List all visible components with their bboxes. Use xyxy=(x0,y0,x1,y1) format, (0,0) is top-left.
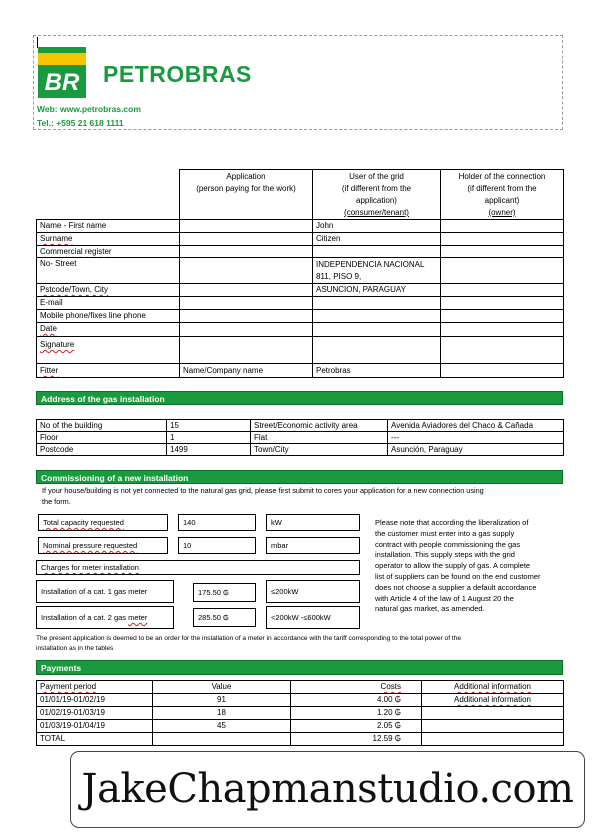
col-holder: Holder of the connection (if different from the applicant) (owner) xyxy=(441,170,564,220)
payment-info: Additional information xyxy=(422,694,564,707)
commissioning-intro-line1: If your house/building is not yet connected to the natural gas grid, please first submit to cores your application for a new connection using xyxy=(42,486,484,495)
cell-holder[interactable] xyxy=(441,323,564,337)
total-value xyxy=(153,733,291,746)
address-value[interactable]: --- xyxy=(388,432,564,444)
total-info xyxy=(422,733,564,746)
capacity-value[interactable]: 140 xyxy=(178,514,256,531)
pressure-label: Nominal pressure requested xyxy=(38,537,168,554)
table-row xyxy=(37,420,564,432)
cat2-range: <200kW -≤600kW xyxy=(266,606,360,629)
payment-cost: 4.00 ₲ xyxy=(291,694,422,707)
payment-cost: 2.05 ₲ xyxy=(291,720,422,733)
table-row xyxy=(37,720,564,733)
commissioning-footer-line2: installation as in the tables xyxy=(36,645,114,652)
col-application: Application (person paying for the work) xyxy=(180,170,313,220)
table-row xyxy=(37,258,564,284)
table-row xyxy=(37,246,564,258)
table-header-row xyxy=(37,681,564,694)
cell-holder[interactable] xyxy=(441,297,564,310)
cell-user[interactable] xyxy=(313,310,441,323)
watermark-banner: JakeChapmanstudio.com xyxy=(70,751,585,828)
cell-holder[interactable] xyxy=(441,284,564,297)
payment-period: 01/02/19-01/03/19 xyxy=(37,707,153,720)
address-table xyxy=(36,419,564,456)
cell-holder[interactable] xyxy=(441,246,564,258)
table-row xyxy=(37,432,564,444)
cell-holder[interactable] xyxy=(441,364,564,378)
cat1-price: 175.50 ₲ xyxy=(193,583,256,602)
table-row xyxy=(37,284,564,297)
address-label: Street/Economic activity area xyxy=(251,420,388,432)
pressure-value[interactable]: 10 xyxy=(178,537,256,554)
payments-table xyxy=(36,680,564,746)
fitter-value[interactable]: Petrobras xyxy=(313,364,441,378)
cat1-label: Installation of a cat. 1 gas meter xyxy=(36,580,174,603)
table-row xyxy=(37,337,564,364)
address-value[interactable]: 1 xyxy=(167,432,251,444)
address-value[interactable]: Asunción, Paraguay xyxy=(388,444,564,456)
cell-application[interactable] xyxy=(180,258,313,284)
row-label: Pstcode/Town, City xyxy=(37,284,180,297)
row-label: Signature xyxy=(37,337,180,364)
cell-application[interactable] xyxy=(180,220,313,233)
table-row xyxy=(37,694,564,707)
cell-user[interactable]: ASUNCION, PARAGUAY xyxy=(313,284,441,297)
cell-user[interactable]: INDEPENDENCIA NACIONAL 811, PISO 9, xyxy=(313,258,441,284)
cell-holder[interactable] xyxy=(441,337,564,364)
cell-holder[interactable] xyxy=(441,310,564,323)
table-row xyxy=(37,310,564,323)
address-section-header: Address of the gas installation xyxy=(36,391,563,405)
total-row xyxy=(37,733,564,746)
website-link[interactable]: Web: www.petrobras.com xyxy=(37,104,141,114)
cell-user[interactable] xyxy=(313,246,441,258)
table-row xyxy=(37,444,564,456)
cell-application[interactable] xyxy=(180,233,313,246)
row-label: No- Street xyxy=(37,258,180,284)
capacity-unit: kW xyxy=(266,514,360,531)
row-label: Date xyxy=(37,323,180,337)
address-value[interactable]: 15 xyxy=(167,420,251,432)
cell-application[interactable] xyxy=(180,284,313,297)
blank-corner xyxy=(37,170,180,220)
cell-user[interactable] xyxy=(313,337,441,364)
row-label: Commercial register xyxy=(37,246,180,258)
cell-user[interactable]: John xyxy=(313,220,441,233)
row-label: Name - First name xyxy=(37,220,180,233)
table-row xyxy=(37,233,564,246)
commissioning-footer-line1: The present application is deemed to be an order for the installation of a meter in accordance with the tariff corresponding to the total power of the xyxy=(36,635,462,642)
cell-holder[interactable] xyxy=(441,233,564,246)
cell-application[interactable] xyxy=(180,337,313,364)
logo-lettering: BR xyxy=(44,69,80,96)
cat2-label: Installation of a cat. 2 gas meter xyxy=(36,606,174,629)
table-row xyxy=(37,220,564,233)
row-label: Mobile phone/fixes line phone xyxy=(37,310,180,323)
cell-application[interactable] xyxy=(180,323,313,337)
col-user-of-grid: User of the grid (if different from the application) (consumer/tenant) xyxy=(313,170,441,220)
address-label: No of the building xyxy=(37,420,167,432)
capacity-label: Total capacity requested xyxy=(38,514,168,531)
fitter-name-label: Name/Company name xyxy=(180,364,313,378)
address-value[interactable]: 1499 xyxy=(167,444,251,456)
header-payment-period: Payment period xyxy=(37,681,153,694)
address-label: Town/City xyxy=(251,444,388,456)
header-costs: Costs xyxy=(291,681,422,694)
total-cost: 12.59 ₲ xyxy=(291,733,422,746)
payment-info xyxy=(422,720,564,733)
cell-holder[interactable] xyxy=(441,220,564,233)
payment-value: 45 xyxy=(153,720,291,733)
header-additional-info: Additional information xyxy=(422,681,564,694)
payment-period: 01/01/19-01/02/19 xyxy=(37,694,153,707)
payment-cost: 1.20 ₲ xyxy=(291,707,422,720)
liberalization-note: Please note that according the liberalization of the customer must enter into a gas supply contract with people commissioning the gas installation. This supply steps with the grid operator to allow the supply of gas. A complete list of suppliers can be found on the end customer does not choose a supplier a default accordance with Article 4 of the law of 1 August 20 the natural gas market, as amended. xyxy=(375,518,541,614)
brand-wordmark: PETROBRAS xyxy=(103,61,252,87)
cat1-range: ≤200kW xyxy=(266,580,360,603)
cell-holder[interactable] xyxy=(441,258,564,284)
payment-value: 91 xyxy=(153,694,291,707)
header-value: Value xyxy=(153,681,291,694)
table-row xyxy=(37,364,564,378)
row-label: Surname xyxy=(37,233,180,246)
petrobras-logo-icon xyxy=(38,47,86,98)
cell-user[interactable]: Citizen xyxy=(313,233,441,246)
fitter-label: Fitter xyxy=(37,364,180,378)
address-value[interactable]: Avenida Aviadores del Chaco & Cañada xyxy=(388,420,564,432)
table-row xyxy=(37,707,564,720)
address-label: Flat xyxy=(251,432,388,444)
payment-period: 01/03/19-01/04/19 xyxy=(37,720,153,733)
charges-label: Charges for meter installation xyxy=(36,560,360,575)
table-row xyxy=(37,297,564,310)
address-label: Postcode xyxy=(37,444,167,456)
address-label: Floor xyxy=(37,432,167,444)
cell-application[interactable] xyxy=(180,297,313,310)
pressure-unit: mbar xyxy=(266,537,360,554)
cell-user[interactable] xyxy=(313,323,441,337)
cat2-price: 285.50 ₲ xyxy=(193,608,256,627)
row-label: E-mail xyxy=(37,297,180,310)
payment-value: 18 xyxy=(153,707,291,720)
applicant-table xyxy=(36,169,564,378)
commissioning-section-header: Commissioning of a new installation xyxy=(36,470,563,484)
phone-number: Tel.: +595 21 618 1111 xyxy=(37,118,124,128)
cell-application[interactable] xyxy=(180,246,313,258)
cell-user[interactable] xyxy=(313,297,441,310)
table-row xyxy=(37,323,564,337)
payments-section-header: Payments xyxy=(36,660,563,675)
total-label: TOTAL xyxy=(37,733,153,746)
cell-application[interactable] xyxy=(180,310,313,323)
commissioning-intro-line2: the form. xyxy=(42,497,71,506)
payment-info xyxy=(422,707,564,720)
